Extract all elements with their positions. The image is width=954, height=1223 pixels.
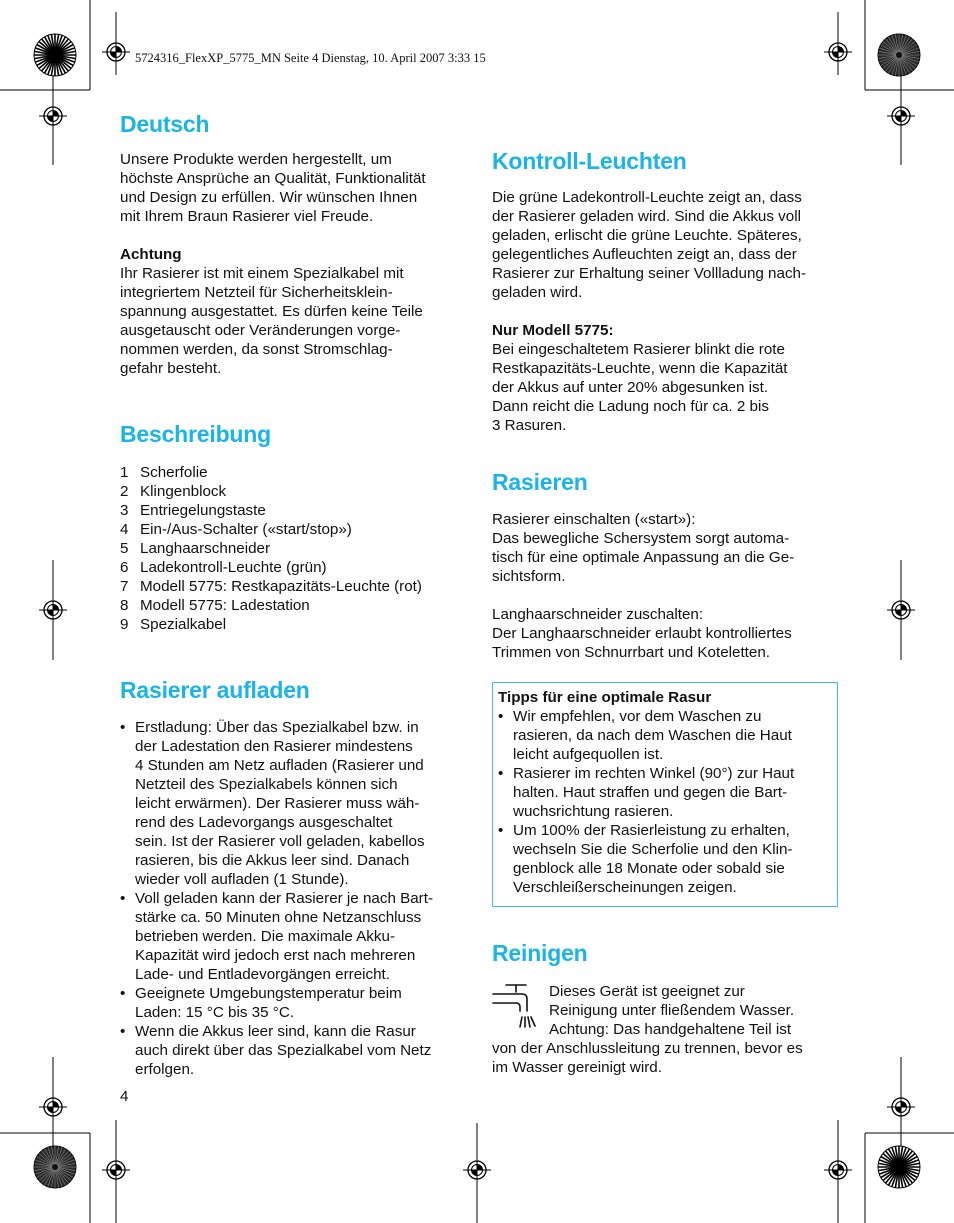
registration-mark <box>887 1093 915 1121</box>
heading-deutsch: Deutsch <box>120 111 210 137</box>
kontroll-paragraph: Die grüne Ladekontroll-Leuchte zeigt an, dass der Rasierer geladen wird. Sind die Akkus voll geladen, erlischt die grüne Leuchte. Späteres, gelegentliches Aufleuchten zeigt an, dass der Rasierer zur Erhaltung seiner Vollladung nach- geladen wird. <box>492 189 807 301</box>
list-item: 1 Scherfolie <box>120 464 208 481</box>
list-item: • Erstladung: Über das Spezialkabel bzw. in der Ladestation den Rasierer mindestens 4 Stunden am Netz aufladen (Rasierer und Netzteil des Spezialkabels können sich leicht erwärmen). Der Rasierer muss wäh- rend des Ladevorgangs ausgeschaltet sein. Ist der Rasierer voll geladen, kabellos rasieren, bis die Akkus leer sind. Danach wieder voll aufladen (1 Stunde). <box>120 718 433 889</box>
color-wheel-mark <box>878 34 920 76</box>
tips-list <box>498 707 829 897</box>
color-wheel-mark <box>34 34 76 76</box>
color-wheel-mark <box>34 1146 76 1188</box>
page-number: 4 <box>120 1088 129 1105</box>
registration-mark <box>887 596 915 624</box>
list-item: 3 Entriegelungstaste <box>120 502 266 519</box>
list-item: • Geeignete Umgebungstemperatur beim Laden: 15 °C bis 35 °C. <box>120 984 433 1022</box>
rasieren-paragraph-1: Rasierer einschalten («start»): Das bewegliche Schersystem sorgt automa- tisch für eine optimale Anpassung an die Ge- sichtsform. <box>492 511 795 585</box>
list-item: • Wir empfehlen, vor dem Waschen zu rasieren, da nach dem Waschen die Haut leicht aufgequollen ist. <box>498 707 829 764</box>
registration-mark <box>39 102 67 130</box>
rasieren-paragraph-2: Langhaarschneider zuschalten: Der Langhaarschneider erlaubt kontrolliertes Trimmen von Schnurrbart und Koteletten. <box>492 606 792 661</box>
parts-list <box>120 463 422 634</box>
heading-rasierer-aufladen: Rasierer aufladen <box>120 677 310 703</box>
list-item: 5 Langhaarschneider <box>120 540 271 557</box>
registration-mark <box>824 1156 852 1184</box>
registration-mark <box>39 596 67 624</box>
model-heading: Nur Modell 5775: <box>492 322 614 339</box>
list-item: • Voll geladen kann der Rasierer je nach Bart- stärke ca. 50 Minuten ohne Netzanschluss betrieben werden. Die maximale Akku- Kapazität wird jedoch erst nach mehreren Lade- und Entladevorgängen erreicht. <box>120 889 433 984</box>
reinigen-paragraph: von der Anschlussleitung zu trennen, bevor es im Wasser gereinigt wird. <box>492 1040 803 1076</box>
registration-mark <box>102 1156 130 1184</box>
list-item: • Wenn die Akkus leer sind, kann die Rasur auch direkt über das Spezialkabel vom Netz erfolgen. <box>120 1022 433 1079</box>
tips-box <box>492 682 838 907</box>
registration-mark <box>824 38 852 66</box>
charging-list <box>120 718 433 1079</box>
list-item: 7 Modell 5775: Restkapazitäts-Leuchte (rot) <box>120 578 422 595</box>
heading-kontroll-leuchten: Kontroll-Leuchten <box>492 148 687 174</box>
achtung-paragraph: Ihr Rasierer ist mit einem Spezialkabel mit integriertem Netzteil für Sicherheitsklein- spannung ausgestattet. Es dürfen keine Teile ausgetauscht oder Veränderungen vorge- nommen werden, da sonst Stromschlag- gefahr besteht. <box>120 265 423 377</box>
model-paragraph: Bei eingeschaltetem Rasierer blinkt die rote Restkapazitäts-Leuchte, wenn die Kapazität der Akkus auf unter 20% abgesunken ist. Dann reicht die Ladung noch für ca. 2 bis 3 Rasuren. <box>492 341 788 434</box>
list-item: 8 Modell 5775: Ladestation <box>120 597 310 614</box>
heading-beschreibung: Beschreibung <box>120 421 271 447</box>
intro-paragraph: Unsere Produkte werden hergestellt, um höchste Ansprüche an Qualität, Funktionalität und Design zu erfüllen. Wir wünschen Ihnen mit Ihrem Braun Rasierer viel Freude. <box>120 151 426 225</box>
faucet-icon <box>492 983 542 1029</box>
printer-slug: 5724316_FlexXP_5775_MN Seite 4 Dienstag, 10. April 2007 3:33 15 <box>135 51 486 65</box>
heading-rasieren: Rasieren <box>492 469 588 495</box>
registration-mark <box>39 1093 67 1121</box>
color-wheel-mark <box>878 1146 920 1188</box>
registration-mark <box>102 38 130 66</box>
list-item: 6 Ladekontroll-Leuchte (grün) <box>120 559 327 576</box>
tips-title: Tipps für eine optimale Rasur <box>498 689 712 706</box>
heading-reinigen: Reinigen <box>492 940 588 966</box>
list-item: 9 Spezialkabel <box>120 616 227 633</box>
achtung-heading: Achtung <box>120 246 182 263</box>
registration-mark <box>887 102 915 130</box>
reinigen-paragraph-indented: Dieses Gerät ist geeignet zur Reinigung unter fließendem Wasser. Achtung: Das handgehaltene Teil ist <box>549 983 795 1038</box>
list-item: • Rasierer im rechten Winkel (90°) zur Haut halten. Haut straffen und gegen die Bart- wuchsrichtung rasieren. <box>498 764 829 821</box>
list-item: • Um 100% der Rasierleistung zu erhalten, wechseln Sie die Scherfolie und den Klin- genblock alle 18 Monate oder sobald sie Verschleißerscheinungen zeigen. <box>498 821 829 897</box>
registration-mark <box>463 1156 491 1184</box>
list-item: 2 Klingenblock <box>120 483 227 500</box>
list-item: 4 Ein-/Aus-Schalter («start/stop») <box>120 521 352 538</box>
